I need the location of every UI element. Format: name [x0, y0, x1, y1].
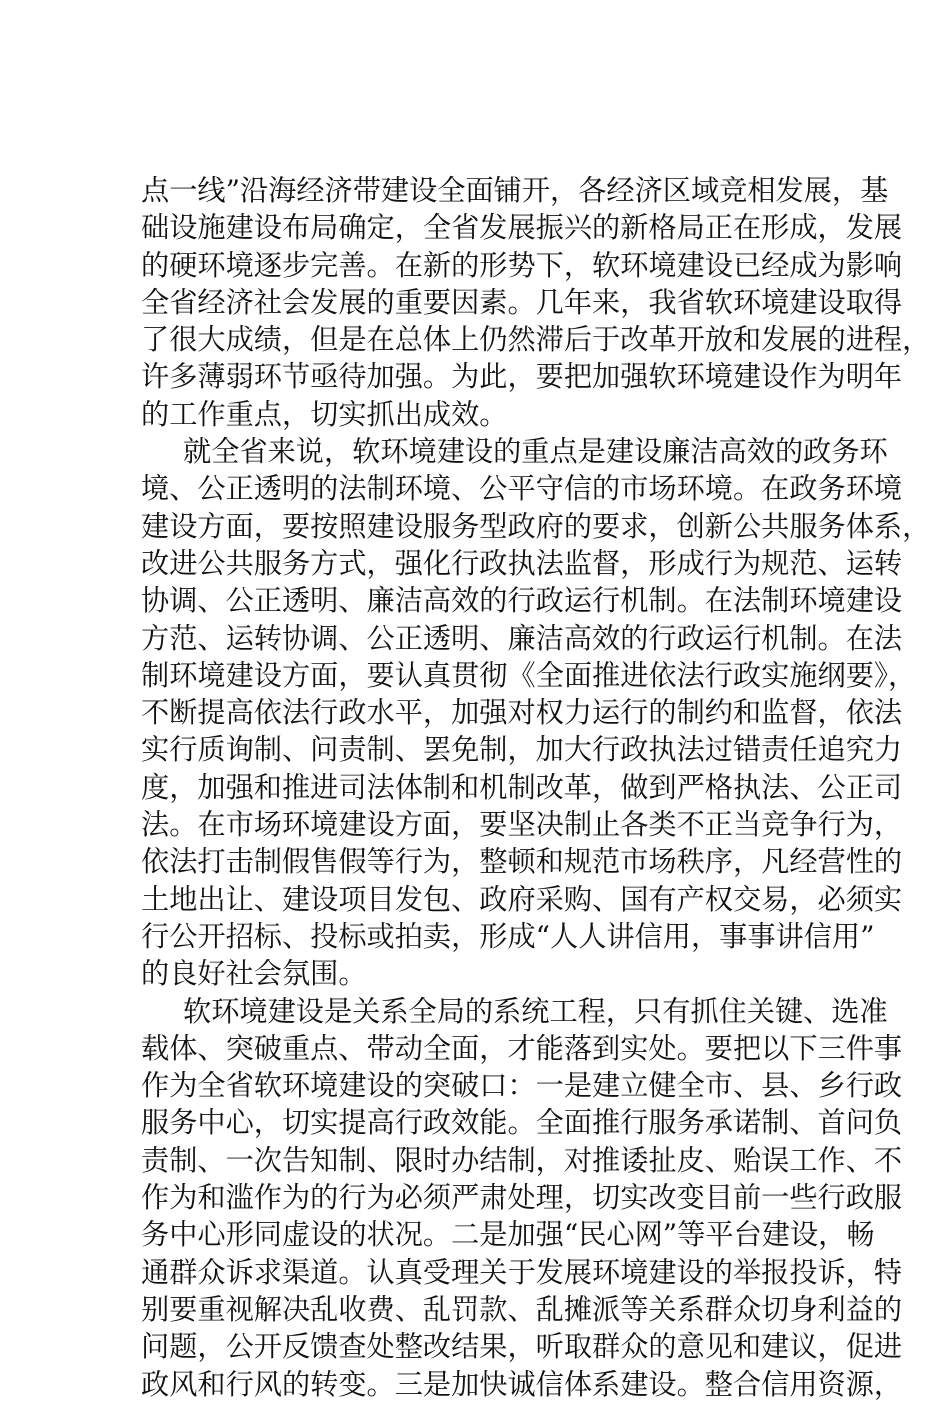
text-line: 础设施建设布局确定，全省发展振兴的新格局正在形成，发展 [141, 211, 903, 245]
text-line: 方范、运转协调、公正透明、廉洁高效的行政运行机制。在法 [141, 621, 903, 655]
text-line: 依法打击制假售假等行为，整顿和规范市场秩序，凡经营性的 [141, 845, 903, 879]
text-line: 实行质询制、问责制、罢免制，加大行政执法过错责任追究力 [141, 733, 903, 767]
text-line: 别要重视解决乱收费、乱罚款、乱摊派等关系群众切身利益的 [141, 1292, 903, 1326]
text-line: 境、公正透明的法制环境、公平守信的市场环境。在政务环境 [141, 472, 903, 506]
text-line: 土地出让、建设项目发包、政府采购、国有产权交易，必须实 [141, 882, 903, 916]
text-line: 了很大成绩，但是在总体上仍然滞后于改革开放和发展的进程， [141, 323, 931, 357]
text-line: 的硬环境逐步完善。在新的形势下，软环境建设已经成为影响 [141, 248, 903, 282]
text-line: 载体、突破重点、带动全面，才能落到实处。要把以下三件事 [141, 1031, 903, 1065]
paragraph-first-line: 就全省来说，软环境建设的重点是建设廉洁高效的政务环 [183, 435, 888, 469]
text-line: 点一线”沿海经济带建设全面铺开，各经济区域竞相发展，基 [141, 174, 889, 207]
text-line: 法。在市场环境建设方面，要坚决制止各类不正当竞争行为， [141, 808, 903, 842]
text-line: 建设方面，要按照建设服务型政府的要求，创新公共服务体系， [141, 509, 931, 543]
paragraph-first-line: 软环境建设是关系全局的系统工程，只有抓住关键、选准 [183, 994, 888, 1028]
text-line: 制环境建设方面，要认真贯彻《全面推进依法行政实施纲要》， [141, 658, 917, 692]
text-line: 全省经济社会发展的重要因素。几年来，我省软环境建设取得 [141, 285, 903, 319]
text-line: 的良好社会氛围。 [141, 957, 367, 991]
text-line: 行公开招标、投标或拍卖，形成“人人讲信用，事事讲信用” [141, 919, 875, 953]
text-line: 度，加强和推进司法体制和机制改革，做到严格执法、公正司 [141, 770, 903, 804]
text-line: 不断提高依法行政水平，加强对权力运行的制约和监督，依法 [141, 696, 903, 730]
text-line: 责制、一次告知制、限时办结制，对推诿扯皮、贻误工作、不 [141, 1143, 903, 1177]
text-line: 改进公共服务方式，强化行政执法监督，形成行为规范、运转 [141, 546, 903, 580]
text-line: 作为全省软环境建设的突破口：一是建立健全市、县、乡行政 [141, 1069, 903, 1103]
text-line: 政风和行风的转变。三是加快诚信体系建设。整合信用资源， [141, 1367, 903, 1401]
text-line: 作为和滥作为的行为必须严肃处理，切实改变目前一些行政服 [141, 1181, 903, 1215]
text-line: 问题，公开反馈查处整改结果，听取群众的意见和建议，促进 [141, 1330, 903, 1364]
text-line: 许多薄弱环节亟待加强。为此，要把加强软环境建设作为明年 [141, 360, 903, 394]
text-line: 协调、公正透明、廉洁高效的行政运行机制。在法制环境建设 [141, 584, 903, 618]
text-line: 的工作重点，切实抓出成效。 [141, 397, 508, 431]
text-line: 通群众诉求渠道。认真受理关于发展环境建设的举报投诉，特 [141, 1255, 903, 1289]
body-text [141, 172, 931, 1403]
text-line: 务中心形同虚设的状况。二是加强“民心网”等平台建设，畅 [141, 1218, 875, 1252]
text-line: 服务中心，切实提高行政效能。全面推行服务承诺制、首问负 [141, 1106, 903, 1140]
